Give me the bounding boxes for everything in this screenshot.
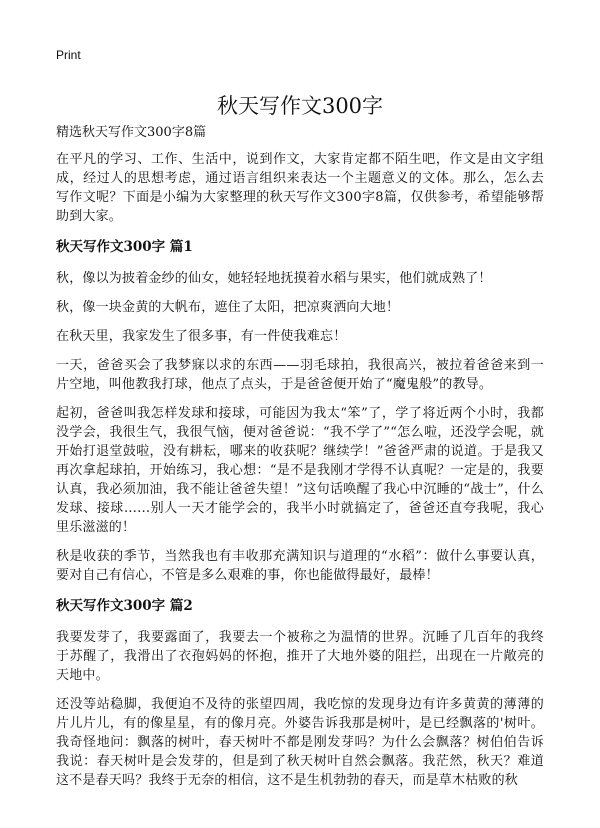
paragraph: 秋，像以为披着金纱的仙女，她轻轻地抚摸着水稻与果实，他们就成熟了！	[56, 271, 492, 286]
section-heading: 秋天写作文300字 篇2	[56, 598, 193, 614]
page-title: 秋天写作文300字	[216, 94, 384, 119]
paragraph: 秋是收获的季节，当然我也有丰收那充满知识与道理的“水稻”：做什么事要认真，要对自己有信心，不管是多么艰难的事，你也能做得最好，最棒！	[56, 549, 544, 583]
article-body	[56, 150, 544, 800]
print-link[interactable]: Print	[56, 48, 81, 62]
paragraph: 还没等站稳脚，我便迫不及待的张望四周，我吃惊的发现身边有许多黄黄的薄薄的片儿片儿，有的像星星，有的像月亮。外婆告诉我那是树叶，是已经飘落的'树叶。我奇怪地问：飘落的树叶，春天树叶不都是刚发芽吗？为什么会飘落？树伯伯告诉我说：春天树叶是会发芽的，但是到了秋天树叶自然会飘落。我茫然，秋天？难道这不是春天吗？我终于无奈的相信，这不是生机勃勃的春天，而是草木枯败的秋	[56, 697, 544, 788]
intro-paragraph: 在平凡的学习、工作、生活中，说到作文，大家肯定都不陌生吧，作文是由文字组成，经过人的思想考虑，通过语言组织来表达一个主题意义的文体。那么，怎么去写作文呢？下面是小编为大家整理的秋天写作文300字8篇，仅供参考，希望能够帮助到大家。	[56, 152, 544, 224]
document-subtitle: 精选秋天写作文300字8篇	[56, 125, 207, 140]
paragraph: 在秋天里，我家发生了很多事，有一件使我难忘！	[56, 329, 347, 344]
paragraph: 秋，像一块金黄的大帆布，遮住了太阳，把凉爽洒向大地！	[56, 300, 400, 315]
paragraph: 起初，爸爸叫我怎样发球和接球，可能因为我太“笨”了，学了将近两个小时，我都没学会，我很生气，我很气恼，便对爸爸说：“我不学了”“怎么啦，还没学会呢，就开始打退堂鼓啦，没有耕耘，哪来的收获呢？继续学！”爸爸严肃的说道。于是我又再次拿起球拍，开始练习，我心想：“是不是我刚才学得不认真呢？一定是的，我要认真，我必须加油，我不能让爸爸失望！”这句话唤醒了我心中沉睡的“战士”，什么发球、接球……别人一天才能学会的，我半小时就搞定了，爸爸还直夸我呢，我心里乐滋滋的！	[56, 406, 544, 535]
paragraph: 一天，爸爸买会了我梦寐以求的东西——羽毛球拍，我很高兴，被拉着爸爸来到一片空地，叫他教我打球，他点了点头，于是爸爸便开始了“魔鬼般”的教导。	[56, 358, 544, 392]
paragraph: 我要发芽了，我要露面了，我要去一个被称之为温情的世界。沉睡了几百年的我终于苏醒了，我滑出了衣孢妈妈的怀抱，推开了大地外婆的阻拦，出现在一片敞亮的天地中。	[56, 630, 544, 683]
section-1	[56, 238, 544, 585]
section-2	[56, 597, 544, 790]
section-heading: 秋天写作文300字 篇1	[56, 239, 193, 255]
